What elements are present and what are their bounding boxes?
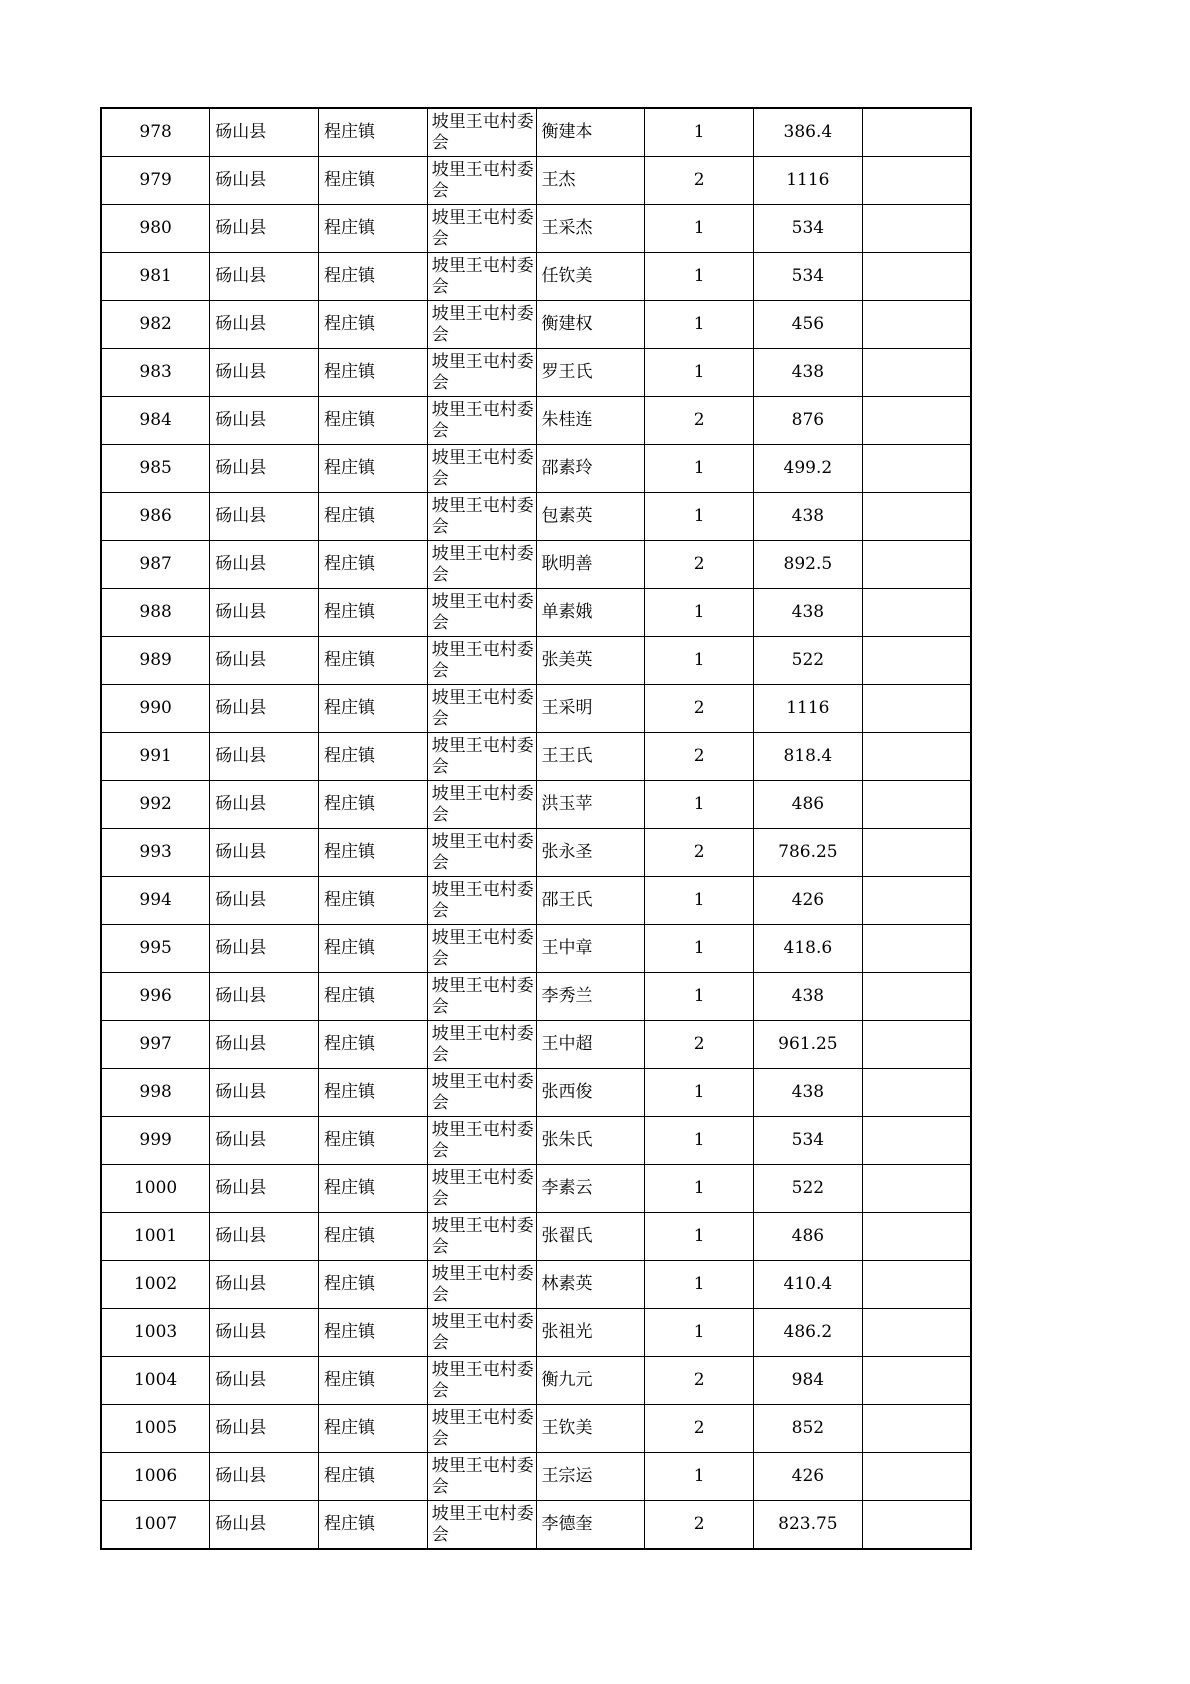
amount-cell: 438 — [754, 493, 863, 541]
household-count-cell: 2 — [645, 829, 754, 877]
county-cell: 砀山县 — [210, 829, 319, 877]
town-cell: 程庄镇 — [319, 685, 428, 733]
table-row — [101, 1453, 971, 1501]
amount-cell: 961.25 — [754, 1021, 863, 1069]
county-cell: 砀山县 — [210, 445, 319, 493]
town-cell: 程庄镇 — [319, 589, 428, 637]
village-cell: 坡里王屯村委会 — [427, 1117, 536, 1165]
name-cell: 朱桂连 — [536, 397, 645, 445]
town-cell: 程庄镇 — [319, 925, 428, 973]
amount-cell: 892.5 — [754, 541, 863, 589]
row-number-cell: 984 — [101, 397, 210, 445]
name-cell: 邵素玲 — [536, 445, 645, 493]
household-count-cell: 1 — [645, 253, 754, 301]
household-count-cell: 1 — [645, 301, 754, 349]
village-cell: 坡里王屯村委会 — [427, 781, 536, 829]
amount-cell: 410.4 — [754, 1261, 863, 1309]
name-cell: 张永圣 — [536, 829, 645, 877]
remark-cell — [862, 445, 971, 493]
village-cell: 坡里王屯村委会 — [427, 637, 536, 685]
table-row — [101, 1165, 971, 1213]
town-cell: 程庄镇 — [319, 157, 428, 205]
remark-cell — [862, 253, 971, 301]
name-cell: 王钦美 — [536, 1405, 645, 1453]
amount-cell: 852 — [754, 1405, 863, 1453]
table-row — [101, 637, 971, 685]
village-cell: 坡里王屯村委会 — [427, 253, 536, 301]
household-count-cell: 1 — [645, 493, 754, 541]
table-row — [101, 781, 971, 829]
remark-cell — [862, 1309, 971, 1357]
name-cell: 张西俊 — [536, 1069, 645, 1117]
table-row — [101, 157, 971, 205]
county-cell: 砀山县 — [210, 541, 319, 589]
town-cell: 程庄镇 — [319, 637, 428, 685]
row-number-cell: 999 — [101, 1117, 210, 1165]
county-cell: 砀山县 — [210, 397, 319, 445]
table-row — [101, 877, 971, 925]
town-cell: 程庄镇 — [319, 781, 428, 829]
county-cell: 砀山县 — [210, 157, 319, 205]
table-row — [101, 1117, 971, 1165]
row-number-cell: 994 — [101, 877, 210, 925]
name-cell: 衡建本 — [536, 108, 645, 157]
row-number-cell: 989 — [101, 637, 210, 685]
village-cell: 坡里王屯村委会 — [427, 1021, 536, 1069]
household-count-cell: 1 — [645, 445, 754, 493]
remark-cell — [862, 1261, 971, 1309]
household-count-cell: 1 — [645, 1261, 754, 1309]
household-count-cell: 1 — [645, 877, 754, 925]
row-number-cell: 987 — [101, 541, 210, 589]
town-cell: 程庄镇 — [319, 1117, 428, 1165]
table-row — [101, 1309, 971, 1357]
amount-cell: 534 — [754, 253, 863, 301]
row-number-cell: 979 — [101, 157, 210, 205]
county-cell: 砀山县 — [210, 589, 319, 637]
row-number-cell: 985 — [101, 445, 210, 493]
name-cell: 李德奎 — [536, 1501, 645, 1550]
name-cell: 任钦美 — [536, 253, 645, 301]
household-count-cell: 2 — [645, 733, 754, 781]
county-cell: 砀山县 — [210, 301, 319, 349]
town-cell: 程庄镇 — [319, 1309, 428, 1357]
amount-cell: 786.25 — [754, 829, 863, 877]
amount-cell: 426 — [754, 877, 863, 925]
remark-cell — [862, 637, 971, 685]
remark-cell — [862, 108, 971, 157]
county-cell: 砀山县 — [210, 1165, 319, 1213]
table-row — [101, 589, 971, 637]
name-cell: 衡九元 — [536, 1357, 645, 1405]
amount-cell: 438 — [754, 349, 863, 397]
town-cell: 程庄镇 — [319, 1405, 428, 1453]
village-cell: 坡里王屯村委会 — [427, 157, 536, 205]
village-cell: 坡里王屯村委会 — [427, 685, 536, 733]
village-cell: 坡里王屯村委会 — [427, 1165, 536, 1213]
table-row — [101, 108, 971, 157]
name-cell: 李秀兰 — [536, 973, 645, 1021]
remark-cell — [862, 1213, 971, 1261]
name-cell: 张朱氏 — [536, 1117, 645, 1165]
village-cell: 坡里王屯村委会 — [427, 108, 536, 157]
amount-cell: 438 — [754, 973, 863, 1021]
household-count-cell: 2 — [645, 1501, 754, 1550]
remark-cell — [862, 1021, 971, 1069]
household-count-cell: 1 — [645, 637, 754, 685]
row-number-cell: 997 — [101, 1021, 210, 1069]
name-cell: 王采杰 — [536, 205, 645, 253]
table-row — [101, 1021, 971, 1069]
county-cell: 砀山县 — [210, 349, 319, 397]
row-number-cell: 998 — [101, 1069, 210, 1117]
table-row — [101, 829, 971, 877]
town-cell: 程庄镇 — [319, 877, 428, 925]
remark-cell — [862, 877, 971, 925]
town-cell: 程庄镇 — [319, 108, 428, 157]
table-row — [101, 733, 971, 781]
household-count-cell: 1 — [645, 349, 754, 397]
name-cell: 王中超 — [536, 1021, 645, 1069]
amount-cell: 984 — [754, 1357, 863, 1405]
village-cell: 坡里王屯村委会 — [427, 877, 536, 925]
remark-cell — [862, 301, 971, 349]
remark-cell — [862, 1453, 971, 1501]
household-count-cell: 2 — [645, 685, 754, 733]
village-cell: 坡里王屯村委会 — [427, 733, 536, 781]
amount-cell: 534 — [754, 1117, 863, 1165]
table-row — [101, 1261, 971, 1309]
county-cell: 砀山县 — [210, 1405, 319, 1453]
row-number-cell: 1007 — [101, 1501, 210, 1550]
remark-cell — [862, 1405, 971, 1453]
household-count-cell: 2 — [645, 397, 754, 445]
data-table — [100, 107, 972, 1550]
table-row — [101, 1405, 971, 1453]
row-number-cell: 1003 — [101, 1309, 210, 1357]
county-cell: 砀山县 — [210, 1309, 319, 1357]
village-cell: 坡里王屯村委会 — [427, 1453, 536, 1501]
village-cell: 坡里王屯村委会 — [427, 925, 536, 973]
household-count-cell: 1 — [645, 108, 754, 157]
village-cell: 坡里王屯村委会 — [427, 973, 536, 1021]
row-number-cell: 986 — [101, 493, 210, 541]
town-cell: 程庄镇 — [319, 493, 428, 541]
remark-cell — [862, 397, 971, 445]
household-count-cell: 1 — [645, 1069, 754, 1117]
remark-cell — [862, 541, 971, 589]
remark-cell — [862, 685, 971, 733]
town-cell: 程庄镇 — [319, 973, 428, 1021]
table-row — [101, 301, 971, 349]
household-count-cell: 1 — [645, 1213, 754, 1261]
county-cell: 砀山县 — [210, 1501, 319, 1550]
amount-cell: 438 — [754, 589, 863, 637]
household-count-cell: 1 — [645, 589, 754, 637]
county-cell: 砀山县 — [210, 1213, 319, 1261]
town-cell: 程庄镇 — [319, 1021, 428, 1069]
village-cell: 坡里王屯村委会 — [427, 493, 536, 541]
row-number-cell: 996 — [101, 973, 210, 1021]
town-cell: 程庄镇 — [319, 1213, 428, 1261]
table-row — [101, 493, 971, 541]
table-row — [101, 1069, 971, 1117]
village-cell: 坡里王屯村委会 — [427, 1357, 536, 1405]
household-count-cell: 1 — [645, 205, 754, 253]
amount-cell: 1116 — [754, 685, 863, 733]
county-cell: 砀山县 — [210, 1261, 319, 1309]
row-number-cell: 1001 — [101, 1213, 210, 1261]
row-number-cell: 1004 — [101, 1357, 210, 1405]
table-row — [101, 1501, 971, 1550]
amount-cell: 438 — [754, 1069, 863, 1117]
county-cell: 砀山县 — [210, 1021, 319, 1069]
remark-cell — [862, 733, 971, 781]
village-cell: 坡里王屯村委会 — [427, 205, 536, 253]
village-cell: 坡里王屯村委会 — [427, 1213, 536, 1261]
table-row — [101, 205, 971, 253]
remark-cell — [862, 973, 971, 1021]
household-count-cell: 1 — [645, 925, 754, 973]
household-count-cell: 1 — [645, 973, 754, 1021]
table-row — [101, 541, 971, 589]
name-cell: 王中章 — [536, 925, 645, 973]
county-cell: 砀山县 — [210, 685, 319, 733]
name-cell: 李素云 — [536, 1165, 645, 1213]
town-cell: 程庄镇 — [319, 733, 428, 781]
name-cell: 王王氏 — [536, 733, 645, 781]
county-cell: 砀山县 — [210, 973, 319, 1021]
village-cell: 坡里王屯村委会 — [427, 1501, 536, 1550]
county-cell: 砀山县 — [210, 253, 319, 301]
name-cell: 耿明善 — [536, 541, 645, 589]
remark-cell — [862, 205, 971, 253]
table-row — [101, 445, 971, 493]
table-row — [101, 253, 971, 301]
county-cell: 砀山县 — [210, 1069, 319, 1117]
household-count-cell: 1 — [645, 781, 754, 829]
name-cell: 单素娥 — [536, 589, 645, 637]
row-number-cell: 980 — [101, 205, 210, 253]
county-cell: 砀山县 — [210, 877, 319, 925]
name-cell: 洪玉苹 — [536, 781, 645, 829]
table-row — [101, 685, 971, 733]
row-number-cell: 995 — [101, 925, 210, 973]
remark-cell — [862, 781, 971, 829]
row-number-cell: 978 — [101, 108, 210, 157]
table-row — [101, 1357, 971, 1405]
county-cell: 砀山县 — [210, 205, 319, 253]
table-row — [101, 973, 971, 1021]
remark-cell — [862, 157, 971, 205]
row-number-cell: 988 — [101, 589, 210, 637]
town-cell: 程庄镇 — [319, 1069, 428, 1117]
amount-cell: 386.4 — [754, 108, 863, 157]
town-cell: 程庄镇 — [319, 541, 428, 589]
village-cell: 坡里王屯村委会 — [427, 445, 536, 493]
amount-cell: 486 — [754, 781, 863, 829]
amount-cell: 486.2 — [754, 1309, 863, 1357]
name-cell: 张翟氏 — [536, 1213, 645, 1261]
county-cell: 砀山县 — [210, 781, 319, 829]
amount-cell: 876 — [754, 397, 863, 445]
remark-cell — [862, 1069, 971, 1117]
household-count-cell: 2 — [645, 541, 754, 589]
household-count-cell: 2 — [645, 1357, 754, 1405]
village-cell: 坡里王屯村委会 — [427, 397, 536, 445]
remark-cell — [862, 1357, 971, 1405]
remark-cell — [862, 1165, 971, 1213]
town-cell: 程庄镇 — [319, 1357, 428, 1405]
town-cell: 程庄镇 — [319, 1453, 428, 1501]
town-cell: 程庄镇 — [319, 349, 428, 397]
town-cell: 程庄镇 — [319, 205, 428, 253]
county-cell: 砀山县 — [210, 637, 319, 685]
county-cell: 砀山县 — [210, 1357, 319, 1405]
town-cell: 程庄镇 — [319, 397, 428, 445]
county-cell: 砀山县 — [210, 925, 319, 973]
town-cell: 程庄镇 — [319, 301, 428, 349]
county-cell: 砀山县 — [210, 493, 319, 541]
row-number-cell: 1005 — [101, 1405, 210, 1453]
remark-cell — [862, 1117, 971, 1165]
name-cell: 衡建权 — [536, 301, 645, 349]
county-cell: 砀山县 — [210, 733, 319, 781]
remark-cell — [862, 349, 971, 397]
county-cell: 砀山县 — [210, 108, 319, 157]
household-count-cell: 1 — [645, 1117, 754, 1165]
row-number-cell: 993 — [101, 829, 210, 877]
remark-cell — [862, 493, 971, 541]
remark-cell — [862, 925, 971, 973]
amount-cell: 418.6 — [754, 925, 863, 973]
name-cell: 邵王氏 — [536, 877, 645, 925]
village-cell: 坡里王屯村委会 — [427, 301, 536, 349]
household-count-cell: 1 — [645, 1453, 754, 1501]
name-cell: 张美英 — [536, 637, 645, 685]
amount-cell: 534 — [754, 205, 863, 253]
remark-cell — [862, 1501, 971, 1550]
name-cell: 王采明 — [536, 685, 645, 733]
row-number-cell: 1002 — [101, 1261, 210, 1309]
county-cell: 砀山县 — [210, 1117, 319, 1165]
village-cell: 坡里王屯村委会 — [427, 1309, 536, 1357]
village-cell: 坡里王屯村委会 — [427, 829, 536, 877]
row-number-cell: 990 — [101, 685, 210, 733]
village-cell: 坡里王屯村委会 — [427, 1261, 536, 1309]
table-body — [101, 108, 971, 1549]
name-cell: 罗王氏 — [536, 349, 645, 397]
amount-cell: 426 — [754, 1453, 863, 1501]
amount-cell: 499.2 — [754, 445, 863, 493]
name-cell: 王杰 — [536, 157, 645, 205]
row-number-cell: 981 — [101, 253, 210, 301]
village-cell: 坡里王屯村委会 — [427, 589, 536, 637]
amount-cell: 823.75 — [754, 1501, 863, 1550]
town-cell: 程庄镇 — [319, 445, 428, 493]
amount-cell: 818.4 — [754, 733, 863, 781]
name-cell: 包素英 — [536, 493, 645, 541]
village-cell: 坡里王屯村委会 — [427, 541, 536, 589]
household-count-cell: 2 — [645, 157, 754, 205]
amount-cell: 522 — [754, 1165, 863, 1213]
table-row — [101, 925, 971, 973]
row-number-cell: 1006 — [101, 1453, 210, 1501]
town-cell: 程庄镇 — [319, 1501, 428, 1550]
household-count-cell: 2 — [645, 1021, 754, 1069]
household-count-cell: 2 — [645, 1405, 754, 1453]
town-cell: 程庄镇 — [319, 829, 428, 877]
amount-cell: 522 — [754, 637, 863, 685]
row-number-cell: 992 — [101, 781, 210, 829]
amount-cell: 456 — [754, 301, 863, 349]
household-count-cell: 1 — [645, 1309, 754, 1357]
row-number-cell: 983 — [101, 349, 210, 397]
row-number-cell: 991 — [101, 733, 210, 781]
county-cell: 砀山县 — [210, 1453, 319, 1501]
row-number-cell: 982 — [101, 301, 210, 349]
remark-cell — [862, 829, 971, 877]
village-cell: 坡里王屯村委会 — [427, 1405, 536, 1453]
town-cell: 程庄镇 — [319, 1165, 428, 1213]
name-cell: 林素英 — [536, 1261, 645, 1309]
amount-cell: 1116 — [754, 157, 863, 205]
table-row — [101, 397, 971, 445]
village-cell: 坡里王屯村委会 — [427, 349, 536, 397]
town-cell: 程庄镇 — [319, 253, 428, 301]
remark-cell — [862, 589, 971, 637]
name-cell: 张祖光 — [536, 1309, 645, 1357]
row-number-cell: 1000 — [101, 1165, 210, 1213]
name-cell: 王宗运 — [536, 1453, 645, 1501]
table-row — [101, 1213, 971, 1261]
village-cell: 坡里王屯村委会 — [427, 1069, 536, 1117]
household-count-cell: 1 — [645, 1165, 754, 1213]
town-cell: 程庄镇 — [319, 1261, 428, 1309]
table-row — [101, 349, 971, 397]
amount-cell: 486 — [754, 1213, 863, 1261]
